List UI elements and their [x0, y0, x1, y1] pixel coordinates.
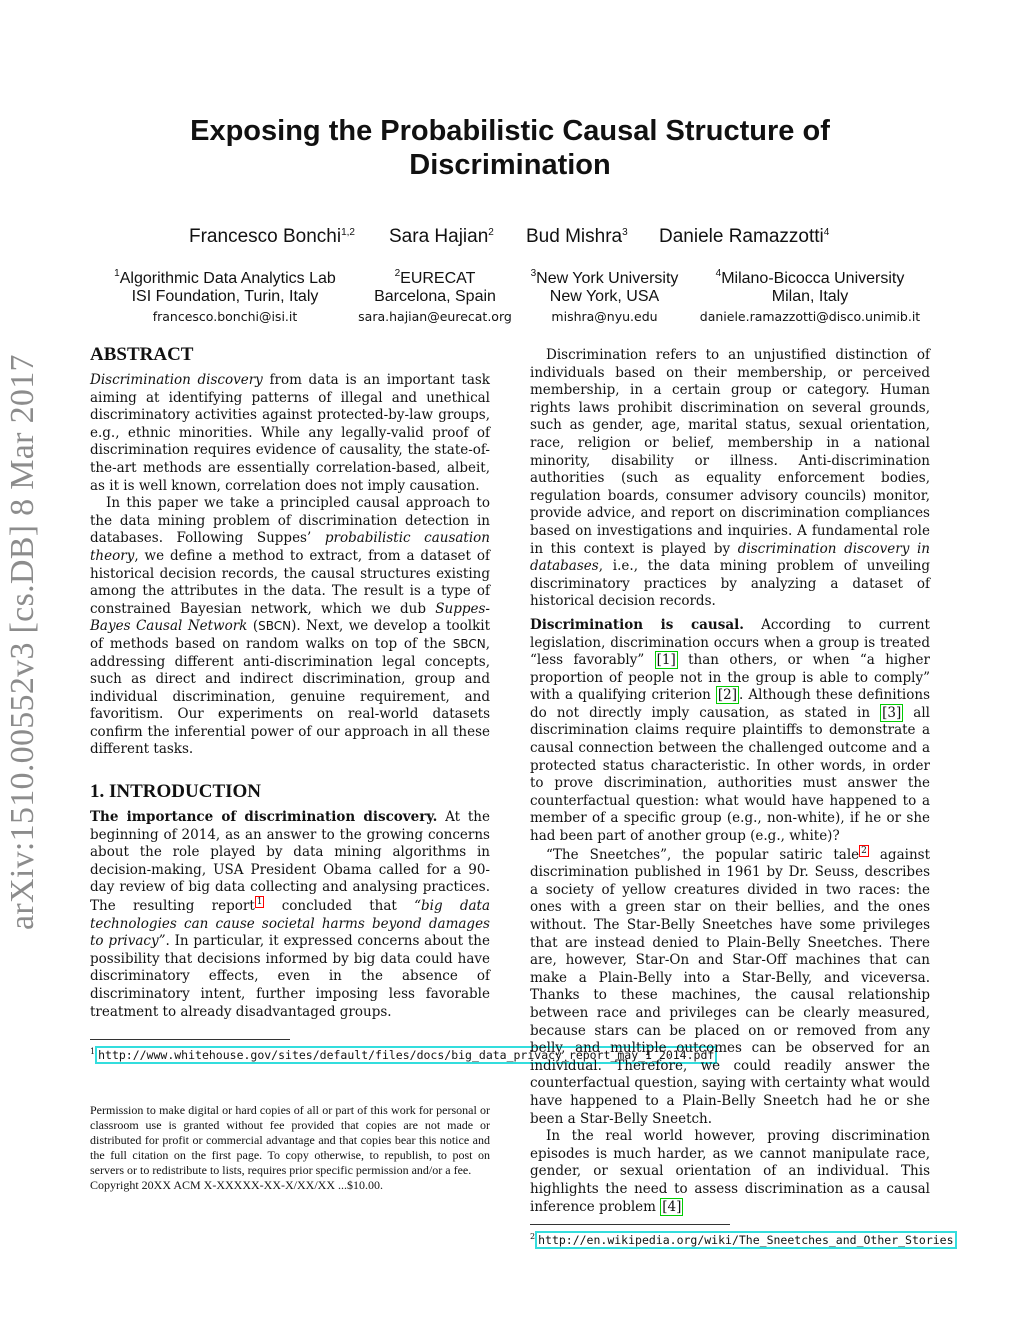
- sbcn-term: SBCN: [452, 636, 486, 651]
- abstract-paragraph-2: [90, 495, 490, 759]
- author-sup: 4: [823, 227, 830, 238]
- aff-line2: Barcelona, Spain: [374, 288, 496, 305]
- author-name: Sara Hajian: [389, 226, 489, 247]
- footnote-1: [90, 1044, 715, 1063]
- permission-block: [90, 1103, 490, 1193]
- right-paragraph-4: [530, 1128, 930, 1216]
- aff-line1: Milano-Bicocca University: [721, 270, 905, 287]
- affiliation-2: [355, 265, 515, 326]
- arxiv-stamp: arXiv:1510.00552v3 [cs.DB] 8 Mar 2017: [4, 354, 41, 930]
- footnote-ref-2[interactable]: 2: [861, 845, 867, 856]
- aff-line2: ISI Foundation, Turin, Italy: [131, 288, 319, 305]
- author-1: [189, 226, 355, 248]
- aff-sup: 1: [114, 268, 120, 279]
- footnote-2: [530, 1229, 954, 1248]
- paper-title: Exposing the Probabilistic Causal Structure of Discrimination: [190, 115, 830, 181]
- right-column: [530, 347, 954, 1248]
- runin-heading: Discrimination is causal.: [530, 616, 744, 633]
- body-text: According to current legislation, discrimination occurs when a group is treated “less favorably”: [530, 616, 930, 669]
- author-sup: 3: [622, 227, 628, 238]
- author-name: Daniele Ramazzotti: [659, 226, 824, 247]
- abstract-text: In this paper we take a principled causal approach to the data mining problem of discrimination detection in databases. Following Suppes’: [90, 495, 490, 547]
- introduction-heading: 1. INTRODUCTION: [90, 781, 262, 803]
- right-paragraph-3: [530, 846, 930, 1129]
- body-text: , i.e., the data mining problem of unveiling discriminatory practices by analyzing a dataset of historical decision records.: [530, 558, 930, 610]
- aff-line1: Algorithmic Data Analytics Lab: [119, 270, 336, 287]
- aff-email[interactable]: daniele.ramazzotti@disco.unimib.it: [699, 309, 921, 324]
- author-name: Bud Mishra: [526, 226, 623, 247]
- aff-line1: New York University: [536, 270, 679, 287]
- aff-line2: New York, USA: [549, 288, 660, 305]
- body-em: discrimination discovery in databases: [530, 540, 930, 575]
- abstract-text: (: [247, 618, 259, 635]
- footnote-ref-1[interactable]: 1: [256, 897, 263, 908]
- aff-sup: 3: [530, 268, 537, 279]
- abstract-text: , addressing different anti-discrimination legal concepts, such as direct and indirect discrimination, group and individual discrimination, genuine requirement, and favoritism. Our experiments on real-world datasets confirm the inferential power of our approach in all these different tasks.: [90, 635, 490, 758]
- citation-link[interactable]: [1]: [656, 652, 676, 669]
- aff-email[interactable]: mishra@nyu.edu: [551, 309, 658, 324]
- footnote-rule: [90, 1039, 290, 1040]
- author-sup: 2: [488, 227, 494, 238]
- abstract-text: from data is an important task aiming at identifying patterns of illegal and unethical discriminatory activities against protected-by-law groups, e.g., ethnic minorities. While any legally-valid proof of discrimination requires evidence of causality, the state-of-the-art methods are essentially correlation-based, albeit, as it is well known, correlation does not imply causation.: [90, 372, 490, 494]
- body-text: than others, or when “a higher proportion of people not in the group is able to comply” with a qualifying criterion: [530, 652, 931, 704]
- affiliation-3: [522, 265, 687, 326]
- runin-heading: The importance of discrimination discovery.: [90, 809, 438, 826]
- right-paragraph-1: [530, 347, 930, 611]
- citation-link[interactable]: [4]: [662, 1198, 682, 1215]
- author-name: Francesco Bonchi: [189, 226, 342, 247]
- footnote-2-link[interactable]: http://en.wikipedia.org/wiki/The_Sneetches_and_Other_Stories: [535, 1231, 956, 1249]
- permission-text: Permission to make digital or hard copies of all or part of this work for personal or classroom use is granted without fee provided that copies are not made or distributed for profit or commercial advantage and that copies bear this notice and the full citation on the first page. To copy otherwise, to republish, to post on servers or to redistribute to lists, requires prior specific permission and/or a fee.: [90, 1103, 490, 1177]
- intro-quote: “big data technologies can cause societal harms beyond damages to privacy”: [90, 898, 490, 950]
- aff-email[interactable]: francesco.bonchi@isi.it: [152, 309, 298, 324]
- affiliation-4: [690, 265, 930, 326]
- author-3: [526, 226, 628, 248]
- aff-sup: 2: [394, 268, 401, 279]
- body-text: “The Sneetches”, the popular satiric tale: [546, 846, 860, 863]
- intro-text: . In particular, it expressed concerns about the possibility that decisions informed by big data could have discriminatory effects, even in the absence of discriminatory intent, further imposing less favorable treatment to already disadvantaged groups.: [90, 933, 490, 1020]
- author-sup: 1,2: [341, 227, 355, 238]
- body-text: all discrimination claims require plaintiffs to demonstrate a causal connection between the challenged outcome and a protected status characteristic. In other words, in order to prove discrimination, authorities must answer the counterfactual question: what would have happened to a member of a specific group (e.g., non-white), if he or she had been part of another group (e.g., white)?: [530, 704, 930, 845]
- aff-sup: 4: [715, 268, 722, 279]
- copyright-text: Copyright 20XX ACM X-XXXXX-XX-X/XX/XX ...$10.00.: [90, 1178, 383, 1192]
- body-text: against discrimination published in 1961 by Dr. Seuss, describes a society of yellow creatures divided in two races: the ones with a green star on their bellies, and the ones without. The Star-Belly Sneetches have some privileges that are instead denied to Plain-Belly Sneetches. There are, however, Star-On and Star-Off machines that can make a Plain-Belly into a Star-Belly, and viceversa. Thanks to these machines, the causal relationship between race and privileges can be clearly measured, because stars can be placed on or removed from any belly, and multiple outcomes can be observed for an individual. Therefore, we could readily answer the counterfactual question, saying with certainty what would have happened to a Plain-Belly Sneetch had he or she been a Star-Belly Sneetch.: [530, 846, 930, 1127]
- abstract-text: , we define a method to extract, from a dataset of historical decision records, the causal structures existing among the attributes in the data. The result is a type of constrained Bayesian network, which we dub: [90, 547, 490, 617]
- author-2: [389, 226, 494, 248]
- abstract-text: ). Next, we develop a toolkit of methods based on random walks on top of the: [90, 618, 491, 652]
- abstract-em: probabilistic causation theory: [90, 530, 490, 564]
- affiliation-1: [100, 265, 350, 326]
- author-4: [659, 226, 829, 248]
- intro-paragraph-1: [90, 809, 490, 1021]
- aff-line1: EURECAT: [400, 270, 476, 287]
- abstract-em: Suppes-Bayes Causal Network: [90, 600, 490, 635]
- intro-text: concluded that: [264, 898, 415, 915]
- footnote-rule: [530, 1224, 730, 1225]
- body-text: Discrimination refers to an unjustified distinction of individuals based on their membership, or perceived membership, in a certain group or category. Human rights laws prohibit discrimination on several grounds, such as gender, age, marital status, sexual orientation, race, religion or belief, membership in a national minority, disability or illness. Anti-discrimination authorities (such as equality enforcement bodies, regulation boards, consumer advisory councils) monitor, provide advice, and report on discrimination compliances based on investigations and inquiries. A fundamental role in this context is played by: [530, 347, 930, 557]
- citation-link[interactable]: [2]: [717, 687, 738, 704]
- intro-text: At the beginning of 2014, as an answer to the growing concerns about the role played by data mining algorithms in decision-making, USA President Obama called for a 90-day review of big data collecting and analysing practices. The resulting report: [90, 809, 490, 915]
- citation-link[interactable]: [3]: [882, 704, 902, 721]
- footnote-1-link[interactable]: http://www.whitehouse.gov/sites/default/files/docs/big_data_privacy_report_may_1_2014.pdf: [95, 1046, 717, 1064]
- abstract-heading: ABSTRACT: [90, 344, 194, 365]
- footnote-num: 1: [90, 1047, 96, 1057]
- body-text: . Although these definitions do not directly imply causation, as stated in: [530, 687, 930, 721]
- aff-email[interactable]: sara.hajian@eurecat.org: [358, 309, 512, 324]
- footnote-num: 2: [530, 1232, 536, 1242]
- aff-line2: Milan, Italy: [771, 288, 849, 305]
- right-paragraph-2: [530, 617, 930, 846]
- sbcn-term: SBCN: [258, 619, 292, 634]
- abstract-paragraph-1: [90, 372, 490, 495]
- abstract-em: Discrimination discovery: [90, 372, 263, 388]
- body-text: In the real world however, proving discrimination episodes is much harder, as we cannot manipulate race, gender, or sexual orientation of an individual. This highlights the need to assess discrimination as a causal inference problem: [530, 1128, 930, 1215]
